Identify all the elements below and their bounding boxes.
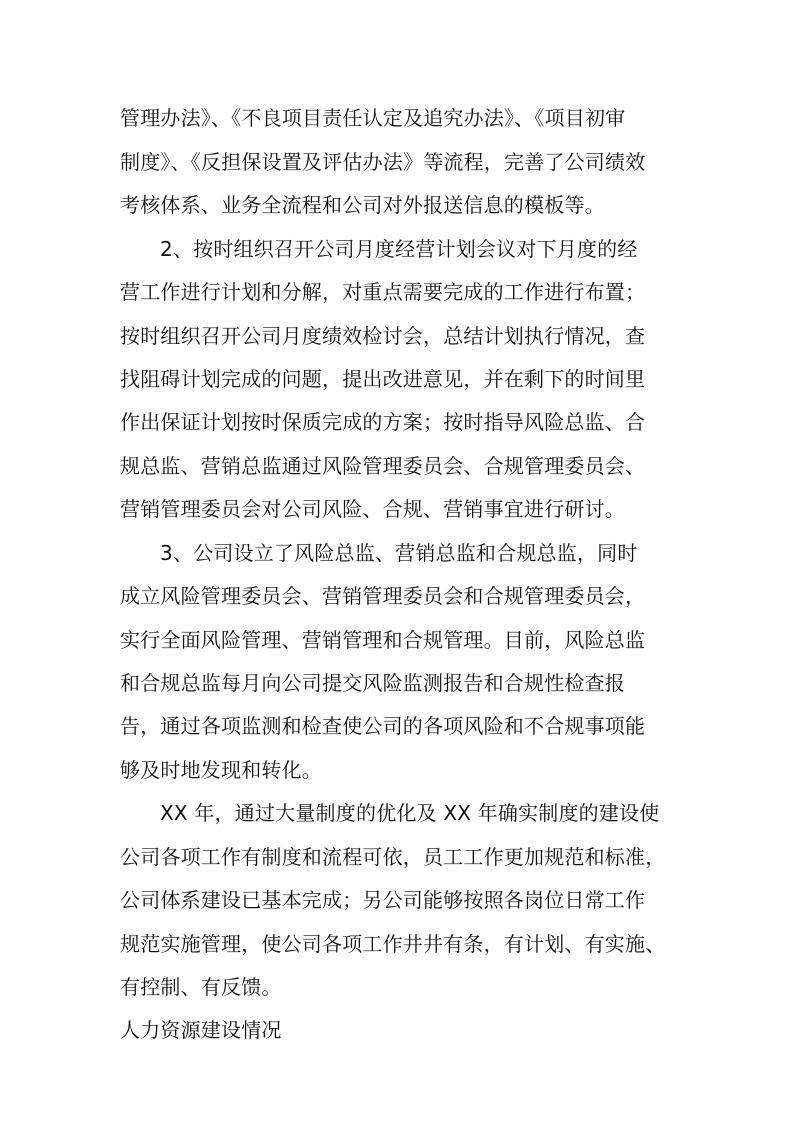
text-line: 规总监、营销总监通过风险管理委员会、合规管理委员会、 bbox=[120, 454, 646, 478]
text-line: 找阻碍计划完成的问题，提出改进意见，并在剩下的时间里 bbox=[120, 367, 646, 391]
text-line: 作出保证计划按时保质完成的方案；按时指导风险总监、合 bbox=[120, 410, 646, 434]
text-line: 制度》、《反担保设置及评估办法》等流程，完善了公司绩效 bbox=[120, 150, 646, 174]
paragraph-start-line: 3、公司设立了风险总监、营销总监和合规总监，同时 bbox=[160, 541, 638, 565]
text-line: 按时组织召开公司月度绩效检讨会，总结计划执行情况，查 bbox=[120, 324, 646, 348]
text-line: 成立风险管理委员会、营销管理委员会和合规管理委员会， bbox=[120, 584, 646, 608]
text-line: 营工作进行计划和分解，对重点需要完成的工作进行布置； bbox=[120, 280, 646, 304]
text-line: 够及时地发现和转化。 bbox=[120, 758, 322, 782]
text-line: 告，通过各项监测和检查使公司的各项风险和不合规事项能 bbox=[120, 714, 646, 738]
text-line: 营销管理委员会对公司风险、合规、营销事宜进行研讨。 bbox=[120, 497, 625, 521]
paragraph-start-line: XX 年，通过大量制度的优化及 XX 年确实制度的建设使 bbox=[160, 801, 660, 825]
text-line: 公司各项工作有制度和流程可依，员工工作更加规范和标准， bbox=[120, 845, 666, 869]
text-line: 公司体系建设已基本完成；另公司能够按照各岗位日常工作 bbox=[120, 888, 646, 912]
text-line: 规范实施管理，使公司各项工作井井有条，有计划、有实施、 bbox=[120, 932, 666, 956]
paragraph-start-line: 2、按时组织召开公司月度经营计划会议对下月度的经 bbox=[160, 237, 638, 261]
text-line: 实行全面风险管理、营销管理和合规管理。目前，风险总监 bbox=[120, 628, 646, 652]
section-heading: 人力资源建设情况 bbox=[120, 1018, 282, 1042]
text-line: 有控制、有反馈。 bbox=[120, 975, 282, 999]
text-line: 和合规总监每月向公司提交风险监测报告和合规性检查报 bbox=[120, 671, 625, 695]
text-line: 管理办法》、《不良项目责任认定及追究办法》、《项目初审 bbox=[120, 106, 626, 130]
text-line: 考核体系、业务全流程和公司对外报送信息的模板等。 bbox=[120, 193, 605, 217]
